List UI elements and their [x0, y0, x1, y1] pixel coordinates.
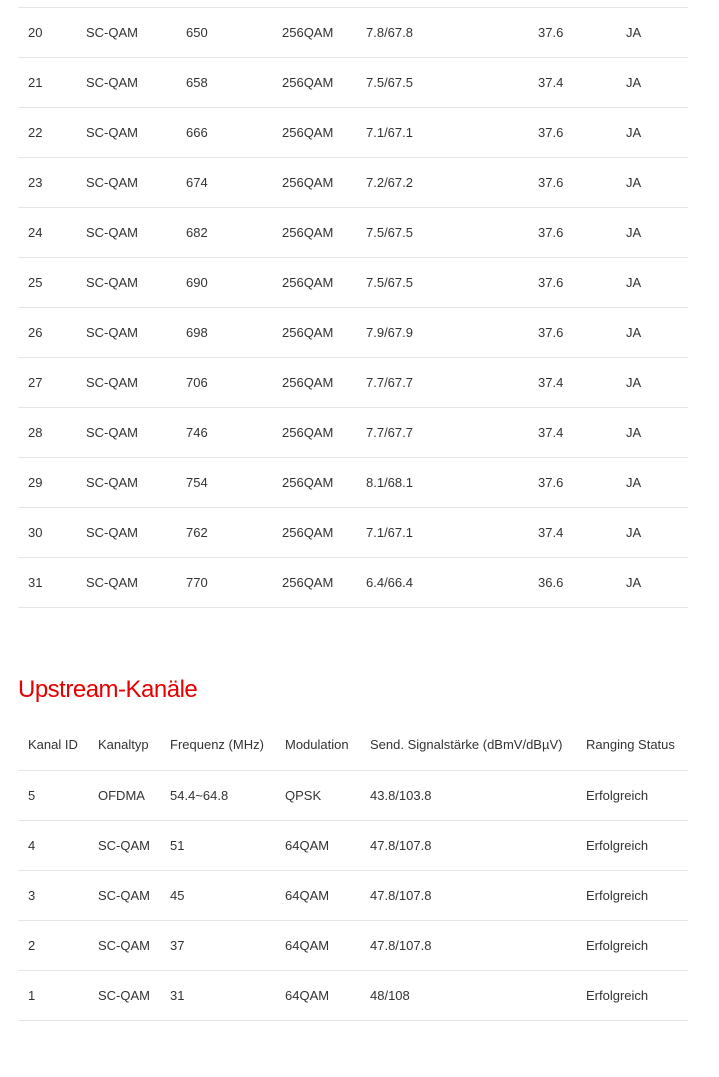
table-cell: SC-QAM	[98, 837, 150, 853]
table-row	[18, 558, 688, 608]
table-cell: 37.6	[538, 475, 564, 490]
table-cell: 54.4~64.8	[170, 787, 229, 803]
table-cell: 770	[186, 575, 208, 590]
table-cell: 37.4	[538, 425, 564, 440]
table-cell: 37.6	[538, 25, 564, 40]
table-cell: 30	[28, 525, 43, 540]
table-cell: 746	[186, 425, 208, 440]
table-cell: 7.1/67.1	[366, 125, 413, 140]
table-row	[18, 920, 688, 970]
table-cell: JA	[626, 475, 642, 490]
table-cell: 658	[186, 75, 208, 90]
upstream-section-title: Upstream-Kanäle	[18, 676, 198, 703]
table-cell: 256QAM	[282, 275, 334, 290]
table-cell: 28	[28, 425, 43, 440]
table-cell: 64QAM	[285, 937, 330, 953]
table-cell: 256QAM	[282, 425, 334, 440]
table-cell: 256QAM	[282, 25, 334, 40]
table-cell: 27	[28, 375, 43, 390]
table-row	[18, 208, 688, 258]
table-row	[18, 508, 688, 558]
table-cell: 51	[170, 837, 185, 853]
table-cell: SC-QAM	[86, 425, 138, 440]
table-cell: JA	[626, 325, 642, 340]
table-cell: 21	[28, 75, 43, 90]
downstream-table	[18, 7, 688, 608]
table-cell: 256QAM	[282, 325, 334, 340]
table-cell: JA	[626, 75, 642, 90]
upstream-header-row	[18, 719, 688, 770]
upstream-table	[18, 719, 688, 1021]
table-cell: JA	[626, 575, 642, 590]
table-cell: 47.8/107.8	[370, 887, 432, 903]
table-cell: 37	[170, 937, 185, 953]
table-cell: 37.6	[538, 225, 564, 240]
table-cell: 37.6	[538, 275, 564, 290]
table-cell: JA	[626, 225, 642, 240]
table-row	[18, 358, 688, 408]
table-cell: Erfolgreich	[586, 837, 649, 853]
table-cell: 674	[186, 175, 208, 190]
table-row	[18, 158, 688, 208]
table-cell: SC-QAM	[86, 125, 138, 140]
table-cell: 37.4	[538, 525, 564, 540]
table-cell: 754	[186, 475, 208, 490]
table-cell: SC-QAM	[86, 75, 138, 90]
table-cell: 47.8/107.8	[370, 837, 432, 853]
table-cell: OFDMA	[98, 787, 145, 803]
table-cell: SC-QAM	[86, 475, 138, 490]
table-cell: JA	[626, 25, 642, 40]
table-row	[18, 258, 688, 308]
table-cell: 7.5/67.5	[366, 75, 413, 90]
table-cell: QPSK	[285, 787, 322, 803]
table-cell: 64QAM	[285, 887, 330, 903]
table-cell: 26	[28, 325, 43, 340]
table-cell: 666	[186, 125, 208, 140]
table-cell: SC-QAM	[86, 25, 138, 40]
table-row	[18, 458, 688, 508]
table-cell: 37.4	[538, 75, 564, 90]
table-cell: 2	[28, 937, 36, 953]
table-cell: 256QAM	[282, 475, 334, 490]
table-cell: 698	[186, 325, 208, 340]
table-row	[18, 58, 688, 108]
column-header: Kanal ID	[28, 736, 78, 752]
table-row	[18, 308, 688, 358]
table-cell: SC-QAM	[86, 575, 138, 590]
table-cell: 29	[28, 475, 43, 490]
table-row	[18, 8, 688, 58]
table-cell: JA	[626, 125, 642, 140]
table-cell: 256QAM	[282, 375, 334, 390]
table-cell: Erfolgreich	[586, 937, 649, 953]
table-cell: JA	[626, 375, 642, 390]
table-cell: 47.8/107.8	[370, 937, 432, 953]
table-cell: 650	[186, 25, 208, 40]
table-cell: 7.8/67.8	[366, 25, 413, 40]
table-cell: 256QAM	[282, 125, 334, 140]
table-cell: 37.6	[538, 175, 564, 190]
table-cell: 8.1/68.1	[366, 475, 413, 490]
table-cell: SC-QAM	[86, 225, 138, 240]
table-cell: SC-QAM	[98, 887, 150, 903]
table-cell: 256QAM	[282, 525, 334, 540]
table-cell: 37.4	[538, 375, 564, 390]
table-row	[18, 970, 688, 1020]
table-cell: 256QAM	[282, 175, 334, 190]
column-header: Frequenz (MHz)	[170, 736, 264, 752]
table-row	[18, 870, 688, 920]
column-header: Send. Signalstärke (dBmV/dBµV)	[370, 736, 563, 752]
table-cell: 64QAM	[285, 837, 330, 853]
table-cell: 20	[28, 25, 43, 40]
table-cell: JA	[626, 425, 642, 440]
table-cell: 48/108	[370, 987, 410, 1003]
table-row	[18, 108, 688, 158]
table-row	[18, 820, 688, 870]
table-cell: 7.1/67.1	[366, 525, 413, 540]
table-cell: SC-QAM	[86, 525, 138, 540]
table-cell: 256QAM	[282, 575, 334, 590]
table-cell: JA	[626, 275, 642, 290]
table-cell: 256QAM	[282, 75, 334, 90]
table-cell: 23	[28, 175, 43, 190]
table-cell: 1	[28, 987, 36, 1003]
table-cell: 7.2/67.2	[366, 175, 413, 190]
table-cell: 3	[28, 887, 36, 903]
table-cell: SC-QAM	[86, 175, 138, 190]
column-header: Kanaltyp	[98, 736, 149, 752]
table-cell: 25	[28, 275, 43, 290]
table-cell: 682	[186, 225, 208, 240]
table-cell: 4	[28, 837, 36, 853]
table-cell: 762	[186, 525, 208, 540]
table-cell: 7.9/67.9	[366, 325, 413, 340]
table-cell: 37.6	[538, 325, 564, 340]
table-cell: 64QAM	[285, 987, 330, 1003]
table-cell: 24	[28, 225, 43, 240]
table-cell: 690	[186, 275, 208, 290]
table-cell: 45	[170, 887, 185, 903]
table-cell: 7.5/67.5	[366, 275, 413, 290]
table-cell: 256QAM	[282, 225, 334, 240]
table-cell: 7.7/67.7	[366, 425, 413, 440]
table-cell: 43.8/103.8	[370, 787, 432, 803]
table-cell: SC-QAM	[98, 987, 150, 1003]
table-cell: Erfolgreich	[586, 787, 649, 803]
table-cell: 7.5/67.5	[366, 225, 413, 240]
table-cell: Erfolgreich	[586, 987, 649, 1003]
table-cell: 37.6	[538, 125, 564, 140]
table-cell: 7.7/67.7	[366, 375, 413, 390]
table-cell: SC-QAM	[98, 937, 150, 953]
table-row	[18, 408, 688, 458]
table-cell: 31	[170, 987, 185, 1003]
table-row	[18, 770, 688, 820]
table-cell: SC-QAM	[86, 325, 138, 340]
table-cell: 5	[28, 787, 36, 803]
table-cell: Erfolgreich	[586, 887, 649, 903]
table-cell: SC-QAM	[86, 375, 138, 390]
table-cell: JA	[626, 175, 642, 190]
column-header: Modulation	[285, 736, 349, 752]
table-cell: SC-QAM	[86, 275, 138, 290]
table-cell: JA	[626, 525, 642, 540]
table-cell: 22	[28, 125, 43, 140]
column-header: Ranging Status	[586, 736, 675, 752]
table-cell: 6.4/66.4	[366, 575, 413, 590]
table-cell: 31	[28, 575, 43, 590]
table-cell: 36.6	[538, 575, 564, 590]
table-cell: 706	[186, 375, 208, 390]
